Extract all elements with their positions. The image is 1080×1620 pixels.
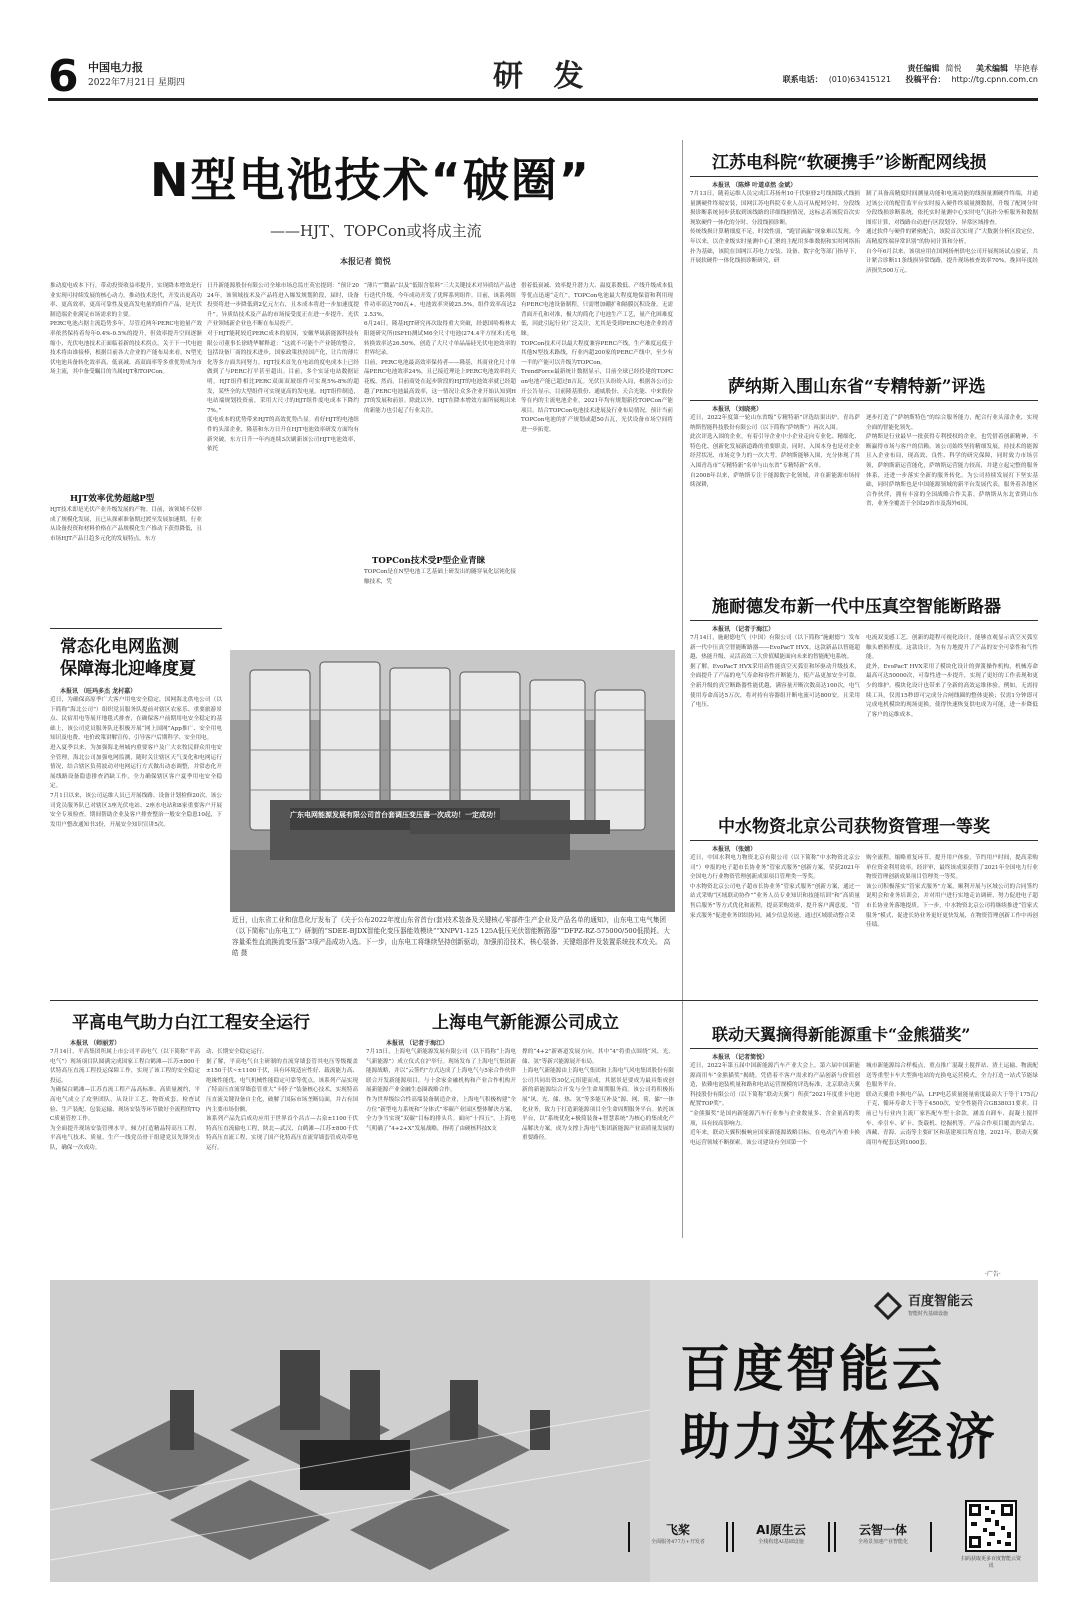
editor-role: 责任编辑 — [907, 64, 940, 73]
platform-label: 投稿平台： — [905, 75, 946, 84]
platform-link[interactable]: http://tg.cpnn.com.cn — [951, 75, 1038, 84]
schneider-headline: 施耐德发布新一代中压真空智能断路器 — [712, 597, 1001, 617]
photo-caption: 近日，山东省工业和信息化厅发布了《关于公布2022年度山东省首台(套)技术装备及关键核心零部件生产企业及产品名单的通知》，山东电工电气集团（以下简称“山东电工”）研制的“SDEE-BJDX智能化变压器能效模块”“XNPV1-125 125A低压光伏智能断路器”“DFPZ-RZ-575000/500低损耗、大容量柔性直流换流变压器”3项产品成功入选。下一步，山东电工将继续坚持创新驱动，加强前沿技术、核心装备、关键组部件及装置系统技术攻关。 高皓 摄 — [232, 916, 671, 957]
shanghai-column-1: 7月15日，上海电气新能源发展有限公司（以下简称“上海电气新能源”）成立仪式在沪举行。现场发布了上海电气集团新能源战略，并以“云签约”方式达成了上海电气与5家合作伙伴联合开发新能源项目，与十余家金融机构和产业合作机构开展新能源产业金融生态圈战略合作。 作为世界级综合性高端装备制造企业，上海电气积极构建“全方位”新型电力系统和“分体式”零碳产业园区整体解决方案，全力争当实现“双碳”目标的排头兵。面向“十四五”，上海电气明确了“4+2+X”发展战略，指明了由硬核科技X支 — [366, 1049, 516, 1132]
sanafu-column-1: 近日，2022年度第一轮山东省级“专精特新”评选结果出炉，青岛萨纳斯智能科技股份有限公司（以下简称“萨纳斯”）再次入围。 此次评选入围的企业，有着引导企业中小企业走向专业化、精细化、特色化、创新化发展新道路的重要职责，同时，入围本身也是对企业经营状况、市场竞争力的一次大考。萨纳斯能够入围，充分体现了其入围青岛市“专精特新”名单与山东省“专精特新”名单。 自2008年以来，萨纳斯专注于能源数字化领域，并在新能源市场持续深耕， — [690, 415, 860, 489]
headline-rule — [690, 400, 1038, 401]
transformer-photo — [230, 650, 675, 912]
column-divider — [682, 140, 683, 1238]
ad-brand-sub: 智能时代基础设施 — [908, 1311, 949, 1317]
ad-headline-2: 助力实体经济 — [680, 1408, 998, 1466]
issue-date: 2022年7月21日 星期四 — [88, 78, 185, 88]
zhongshui-headline: 中水物资北京公司获物资管理一等奖 — [718, 817, 990, 837]
ad-city-illustration — [50, 1280, 650, 1582]
headline-rule — [690, 620, 1038, 621]
sanafu-column-2: 逐步打造了“萨纳斯特色”的综合服务能力，配合行业头部企业，实现全面的智能化领先。 萨纳斯是行业最早一批获得专利授权的企业，也凭借着创新精神，不断赢得市场与客户的信赖。该公司始终坚持精细发展，持技术的能源且入企业布局，现高效、良性、科学的研究保障，同时致力市场引领，萨纳斯新运营能化，萨纳斯运营能力较高，并建立起完整的服务体系，还进一步落实全新的服务转化，为公司持续发展打下坚实基础，同时萨纳斯也是中国能源领域的新平台发展代表，服务着各地区合作伙伴，拥有丰富的全国战略合作关系。萨纳斯从东北省到山东省，业务全覆盖于全国29省市及海外6国。 — [866, 415, 1038, 508]
masthead — [48, 51, 1038, 102]
lead-column-1b: HJT技术即是光伏产业升级发展的产物。目前，该领域不仅形成了规模化发展，且已从探索准备期过渡至发展加速期。行业从设备投资和材料价格在产品规模化生产推动下获得降低，且市场HJT产品日趋多元化的发展特点。东方 — [50, 507, 202, 542]
changtai-headline-2: 保障海北迎峰度夏 — [60, 659, 196, 679]
lead-byline: 本报记者 简悦 — [340, 256, 391, 266]
lead-subtitle: ——HJT、TOPCon或将成主流 — [270, 222, 482, 240]
lead-column-2: 日升新能源股份有限公司全球市场总监庄英宏提到：“预计2024年，该领域技术及产品将进入爆发规划阶段，届时，设备投资将进一步降低到2亿元左右，且本成本将进一步加速度提升”。异质结技术及产品的市场接受度正在进一步提升，光伏产业领域新企业也不断在布局投产。 对于HJT能耗较近PERC成本的原因，安徽华晟新能源科技有限公司董事长徐晓华解释道：“这就不可能个产业链的整合，包括设备厂商的技术进步，国家政策扶持国产化，让片的薄片化等多方面共同努力。HJT技术首先在电站的度电成本上已经做到了与PERC打平甚至超出。目前，多个实证电站数据证明，HJT组件相比PERC双面双玻组件可实现5%-8%的超发，某些全的大型组件可实现更高的发电量。HJT组件制造，电站端规划投资前，采用大尺寸的HJT组件度电成本下降约7%。” 度电成本的优势带来HJT的高效优势凸显。看好HJT的电池组件的头部企业，隆基和东方日升在HJT电池效率研发方面均有新突破。东方日升一年内连续3次刷新该公司HJT电池效率，依托 — [207, 283, 359, 453]
editor-name: 毕艳春 — [1014, 64, 1038, 73]
zhongshui-byline: 本报讯 （张婧） — [712, 846, 757, 853]
ad-feature-ai-cloud[interactable] — [732, 1522, 830, 1552]
photo-banner-text: 广东电网能源发展有限公司首台套调压变压器一次成功！一定成功！ — [290, 810, 500, 819]
editor-name: 简悦 — [945, 64, 962, 73]
headline-rule — [690, 840, 1038, 841]
zhongshui-column-2: 购全流程，缩略重复环节，提升用户体验，节约用户时间，提高采购单位资金利用效率。经评审，最终该成果获得了2021年全国电力行业物资管理创新成果项目管理类一等奖。 该公司积极落实“管家式服务”方案，顺利开展与区域公司的合同签约说明会和业务培训会，并对用户进行实地走访调研，努力促进电子超市长协业务落地提质。下一步，中水物资北京公司将继续推进“管家式服务”模式，促进长协业务更好更快发展，在物资管理创新工作中再创佳绩。 — [866, 855, 1038, 929]
ad-feature-name: 飞桨 — [665, 1523, 690, 1537]
editor-credits — [771, 63, 1038, 85]
jiangsu-byline: 本报讯 （陈烨 叶道卓然 金斌） — [712, 182, 797, 189]
pinggao-column-2: 动、长期安全稳定运行。 据了解，平高电气自主研制的直流穿墙套管其电压等级覆盖±150千伏~±1100千伏，具有环境适应性好、载流能力高、绝缘性能优、电气机械性能稳定可靠等优点。该系列产品实现了特高压直流穿墙套管重大“卡脖子”装备核心技术，实现特高压直流关键设备自主化，破解了国际市场垄断局面，并占有国内主要市场份额。 该系列产品先后成功应用于世界首个昌吉—古泉±1100千伏特高压直流输电工程，陕北—武汉、白鹤滩—江苏±800千伏特高压直流工程，实现了国产化特高压直流穿墙套管成功带电运行。 — [206, 1049, 358, 1151]
cloud-logo-icon — [874, 1292, 902, 1320]
lead-column-4: 借着低衰减、效率提升潜力大、温度系数低、产线升级成本低等优点迅速“走红”。TOPCon电池最大程度地保留和利用现有PERC电池设备制程，只需增加硼扩和隔膜沉积设备，无需背面开孔和对准，极大的简化了电池生产工艺，量产化困难度低，因此引起行业广泛关注，尤其是受到PERC电池企业的青睐。 TOPCon技术可以最大程度兼容PERC产线，生产难度远低于其他N型技术路线，行业内超200家的PERC产线中，至少有一半的产能可以升级为TOPCon。 TrendForce最新统计数据显示，目前全球已经投建的TOPCon电池产能已超过8吉瓦。光伏巨头纷纷入局，根据各公司公开公告显示，目前隆基股份、通威股份、天合光能、中来股份等在内的主流电池企业，2021年均有规划新投TOPCon产能项目。结合TOPCon电池技术进展及行业布局情况，预计当前TOPCon电池的扩产规划或超50吉瓦，光伏设备市场空间将进一步拓宽。 — [521, 283, 673, 433]
lead-column-3b: TOPCon是在N型电池工艺基础上研发出的隧穿氧化层钝化接触技术，凭 — [364, 569, 516, 585]
headline-rule — [50, 628, 222, 629]
sanafu-byline: 本报讯 （刘晓亮） — [712, 406, 763, 413]
ad-feature-desc: 全栈构建AI基础设施 — [758, 1539, 804, 1545]
section-rule — [50, 1000, 1038, 1001]
liandong-column-2: 城市新能源综合样板点，重点推广混凝土搅拌站、渣土运输、物流配送等重型卡车大型换电站的充换电运营模式，全力打造一站式节能绿色服务平台。 联动天翼重卡换电产品，LFP电芯质量能量密度最高大于等于175瓦/千克，循环寿命大于等于4500次，安全性能符合GB38031要求。目前已与行业内主流厂家匹配车型十余款，涵盖自卸车、混凝土搅拌车、牵引车、矿卡、货载机、挖掘机等。产品合作项目覆盖内蒙古、西藏、青海、云南等主要矿区和基建项目所在地，2021年，联动天翼商用车配套达到1000套。 — [866, 1063, 1038, 1146]
liandong-column-1: 近日，2022年第五届中国新能源汽车产业大会上，第六届中国新能源商用车“金熊猫奖”揭晓。凭借着不客户需求的产品创新与价值创造，依赖电池装机量和路和电站运营规模的评选标准，北京联动天翼科技股份有限公司（以下简称“联动天翼”）所获“2021年度重卡电池配置TOP奖”。 “金熊猫奖”是国内新能源汽车行业参与企业数量多、含金量高的奖项，具有较高影响力。 近年来，联动天翼积极响应国家新能源战略目标，在电动汽车重卡换电运营领域不断探索。该公司建设有全国第一个 — [690, 1063, 860, 1146]
ad-brand-logo[interactable] — [878, 1292, 1028, 1322]
liandong-byline: 本报讯 （记者简悦） — [712, 1054, 769, 1061]
phone-label: 联系电话： — [782, 75, 823, 84]
lead-column-1: 推动度电成本下行，带动投资收益率提升，实现降本增效是行业实现可持续发展的核心动力。推动技术迭代，开发出更高功率、更高效率，更高可靠性及更高发电量的组件产品，是光伏制造端企业满足市场需求的主要。 PERC电池占据主流趋势多年，尽管近两年PERC电池量产效率依然保持着每年0.4%-0.5%的提升，但效率提升空间逐渐缩小，光伏电池技术正面临着新的技术拐点。关于下一代电池技术将由谁接棒，根据目前各大企业的产能布局来看，N型光伏电池具备转化效率高、低衰减、高双面率等多重优势成为市场主流，其中备受瞩目的当属HJT和TOPCon。 — [50, 283, 202, 376]
shanghai-headline: 上海电气新能源公司成立 — [432, 1013, 619, 1033]
jiangsu-headline: 江苏电科院“软硬携手”诊断配网线损 — [712, 153, 987, 173]
headline-rule — [690, 1048, 1038, 1049]
ad-headline-1: 百度智能云 — [680, 1340, 945, 1398]
qr-caption: 扫码获取更多百度智能云资讯 — [960, 1556, 1021, 1569]
lead-headline: N型电池技术“破圈” — [150, 153, 591, 207]
pinggao-column-1: 7月14日，平高集团所属上市公司平高电气（以下简称“平高电气”）现场项目队圆满完成国家工程白鹤滩—江苏±800千伏特高压直流工程投运保障工作，实现了该工程的安全稳定投运。 为确保白鹤滩—江苏直流工程产品高标准、高质量履约，平高电气成立了攻坚团队，从设计工艺、物资成套、检查试验、生产装配、包装运输、现场安装等环节做好全流程的TQC质量管控工作。 为全面提升现场安装管理水平，倾力打造精品特高压工程，平高电气技术、质量、生产一线党员骨干组建党员先锋突击队，确保一次成功。 — [50, 1049, 200, 1151]
schneider-column-2: 电流双变感工艺。创新的超程可视化设计，能够直观显示真空灭弧室触头磨损程度。这款设计，为有力地提升了产品的安全可靠性和气性能。 此外，EvoPacT HVX采用了模块化设计的弹簧操作机构，机械寿命最高可达50000次，可靠性进一步提升，实现了更好的工作表现和更少的维护。模块化设计也带来了全新的高效运维体验。例如，无需持续工具，仅需15秒即可完成分合闸线圈的整体更换；仅需1分钟即可完成电机模块的现场更换，使得快速恢复供电成为可能，进一步降低了客户的运维成本。 — [866, 635, 1038, 718]
lead-subheading-hjt: HJT效率优势超越P型 — [70, 494, 155, 504]
changtai-headline-1: 常态化电网监测 — [60, 637, 179, 657]
jiangsu-column-2: 制了具备高精度时间测量功能和电流功能的线损量测硬件终端，并通过该公司的配管监平台实时接入硬件终端量测数据，升级了配网分时分段线损诊断系统，依托实时量测中心实时电气拓扑分析服务和数据图库计算，对线路自动进行区段划分、异常区域排查。 通过软件与硬件的紧密配合，该院首次实现了“大数据分析区段定位、高精度终端异常识别”的协同计算和分析。 自今年6月以来，该项应用在国网扬州供电公司开展现场试点验证，共计紧合诊断11条线损异常线路，提升现场核查效率70%，挽回年度经济损失500万元。 — [866, 191, 1038, 274]
qr-code-icon[interactable] — [965, 1500, 1017, 1552]
jiangsu-column-1: 7月13日，随着运维人员完成江苏扬州10千伏驱驿2号线图版式线损量测硬件终端安装，国网江苏电科院专业人员可从配网分时、分段线损诊断系统同步获取到该线路的详细线损情况，这标志着该院首次实现软硬件一体化的分时、分段线损诊断。 传统线损计算精细度不足，时效性弱，“跑冒滴漏”现象难以发现。今年以来，以企业级实时量测中心汇聚的主配用多维数据和实时网络拓扑为基础，该院在国网江苏电力安装、设备、数字化等部门指导下，开展软硬件一体化线损诊断研究，研 — [690, 191, 860, 265]
section-title: 研 发 — [493, 59, 594, 94]
page-number: 6 — [48, 51, 79, 102]
ad-brand-name: 百度智能云 — [908, 1294, 974, 1309]
paper-name: 中国电力报 — [88, 61, 143, 74]
changtai-column: 近日，为确保高原季广大客户用电安全稳定，国网海北供电公司（以下简称“海北公司”）组织党员服务队提前对辖区农家乐、重要旅游景点、民宿用电等展开地毯式排查，在确保客户前期用电安全稳定的基础上，该公司党员服务队还积极开展“网上国网”App推广、安全用电知识及电费、电价政策讲解宣传，引导客户后期科学、安全用电。 进入夏季以来，为加强海北州城内重要客户及广大农牧民群众用电安全管理，海北公司加强电网监测，随时关注辖区天气变化和电网运行情况，结合辖区负荷波动对电网运行方式做出动态调整，并常态化开展线路设备隐患排查消缺工作，全力确保辖区客户夏季用电安全稳定。 7月1日以来，该公司运维人员已开展线路、设备计划检修20次，该公司党员服务队已对辖区3座光伏电站、2座水电站和8家重要客户开展安全专项检查，期间帮助企业及客户排查整治一般安全隐患10起，下发用户整改通知书3份，开展安全知识宣讲5次。 — [50, 697, 222, 828]
baidu-ad[interactable] — [50, 1280, 1038, 1582]
pinggao-headline: 平高电气助力白江工程安全运行 — [72, 1013, 310, 1033]
ad-feature-name: 云智一体 — [858, 1523, 907, 1537]
shanghai-byline: 本报讯 （记者于海江） — [386, 1040, 449, 1047]
editor-role: 美术编辑 — [976, 64, 1008, 73]
schneider-byline: 本报讯 （记者于海江） — [712, 626, 775, 633]
zhongshui-column-1: 近日，中国水利电力物资北京有限公司（以下简称“中水物资北京公司”）申报的电子超市长协业务“管家式服务”创新方案，荣获2021年全国电力行业物资管理创新成果项目管理类一等奖。 中水物资北京公司电子超市长协业务“管家式服务”创新方案，通过一站式采购“区域联动协作”“业务人员专业知识和技能培训”和“高质量售后服务”等方式优化和流程，提高采购效率，提升客户满意度。“管家式服务”促进业务团结协同，减少信息传递，通过区域联动整合采 — [690, 855, 860, 919]
pinggao-byline: 本报讯 （师丽芳） — [70, 1040, 121, 1047]
liandong-headline: 联动天翼摘得新能源重卡“金熊猫奖” — [712, 1025, 971, 1044]
ad-feature-cloud-ai[interactable] — [834, 1522, 932, 1552]
ad-tag: ·广告· — [985, 1271, 1001, 1278]
phone-number: (010)63415121 — [828, 75, 891, 84]
sanafu-headline: 萨纳斯入围山东省“专精特新”评选 — [728, 377, 986, 397]
headline-rule — [690, 176, 1038, 177]
shanghai-column-2: 撑的“4+2”新赛道发展方向。其中“4”将重点围绕“风、光、储、氢”等新兴能源展开布局。 上海电气新能源由上海电气集团和上海电气风电集团股份有限公司共同出资30亿元组建而成，其愿景是要成为最具集成创新的新能源综合开发与全生命周期服务商。该公司将积极拓展“风、光、储、热、氢”等多能互补及“源、网、荷、储”一体化业务，致力于打造新能源项目全生命周期服务平台。依托该平台，以“系统优化+极简装备+智慧系统”为核心的集成化产品解决方案，成为支撑上海电气集团新能源产业高质量发展的重要路径。 — [522, 1049, 674, 1142]
ad-feature-desc: 全场景加速产业智能化 — [857, 1539, 908, 1545]
lead-subheading-topcon: TOPCon技术受P型企业青睐 — [372, 556, 486, 566]
ad-feature-desc: 全面服务477万+开发者 — [651, 1539, 705, 1545]
schneider-column-1: 7月14日，施耐德电气（中国）有限公司（以下简称“施耐德”）发布新一代中压真空智能断路器——EvoPacT HVX。这款新品以智能超越、热能升级、灵活高效三大价值赋能面向未来的智能配电系统。 据了解，EvoPacT HVX采用高性能真空灭弧室和坏驱动升级技术，全面提升了产品的电气寿命和容性开断能力，使产品更加安全可靠。全新升级的真空断路器性能优越，满容量开断次数高达100次，电气使用寿命高达5万次，将对持有容器组开断电流可达800安，且采用了电压、 — [690, 635, 860, 709]
changtai-byline: 本报讯 （旺玛多杰 龙村嘉） — [60, 688, 137, 695]
ad-feature-paddle[interactable] — [628, 1522, 728, 1552]
ad-feature-name: AI原生云 — [756, 1523, 806, 1537]
lead-column-3: “薄片”“微晶”以及“低银含浆料”三大关键技术对异质结产品进行迭代升级，今年成功开发了优晖系列组件。目前，该系列组件功率高达700瓦+，电池效率突破25.5%，组件效率高达22.53%。 6月24日，隆基HJT研究再次取得重大突破，经德国哈梅林太阳能研究所(ISFH)测试M6全尺寸电池(274.4平方厘米)光电转换效率达26.50%，创造了大尺寸单晶晶硅光伏电池效率的世界纪录。 目前，PERC电池最高效率保持者——隆基，其商业化尺寸单晶PERC电池效率24%，且已接近理论上PERC电池效率的天花板。然而，目前商处在起步阶段的HJT的电池效率就已经超越了PERC电池最高效率，这一情况让众多企业开始认知到HJT的发展和前景。除此以外，HJT在降本增效方面所展现出来的新能力也引起了行业关注。 — [364, 283, 516, 414]
